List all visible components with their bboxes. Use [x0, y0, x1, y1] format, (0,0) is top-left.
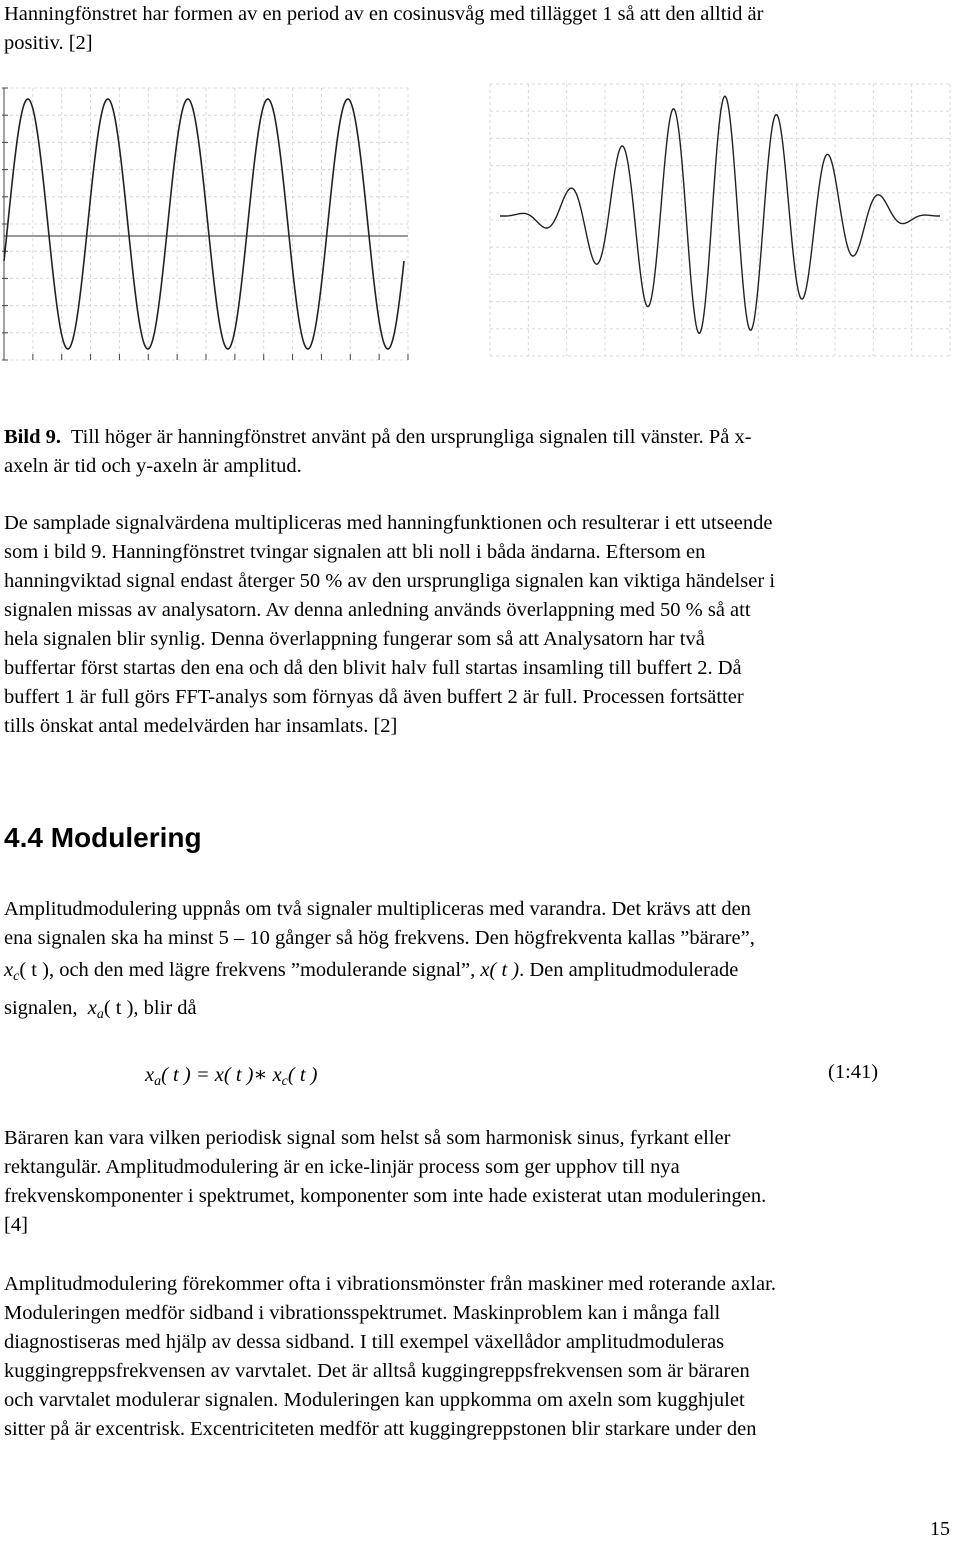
- para1-line: buffertar först startas den ena och då den blivit halv full startas insamling till buffert 2. Då: [4, 657, 742, 679]
- para3-line: rektangulär. Amplitudmodulering är en icke-linjär process som ger upphov till nya: [4, 1156, 680, 1178]
- para4-line: diagnostiseras med hjälp av dessa sidband. I till exempel växellådor amplitudmoduleras: [4, 1331, 725, 1353]
- right-windowed-curve: [500, 96, 940, 333]
- intro-line-1: Hanningfönstret har formen av en period av en cosinusvåg med tillägget 1 så att den alltid är: [4, 3, 764, 25]
- eq-rhs: ( t ): [287, 1064, 318, 1086]
- right-grid: [490, 84, 950, 356]
- para4-line: Moduleringen medför sidband i vibrationsspektrumet. Maskinproblem kan i många fall: [4, 1302, 721, 1324]
- equation-number: (1:41): [828, 1061, 879, 1083]
- eq-xa: x: [145, 1064, 155, 1086]
- para1-line: signalen missas av analysatorn. Av denna anledning används överlappning med 50 % så att: [4, 599, 751, 621]
- para1-line: hanningviktad signal endast återger 50 % av den ursprungliga signalen kan viktiga händelser i: [4, 570, 776, 592]
- para1-line: buffert 1 är full görs FFT-analys som förnyas då även buffert 2 är full. Processen fortsätter: [4, 686, 744, 708]
- math-x-t: x( t ): [480, 959, 520, 981]
- para4-line: sitter på är excentrisk. Excentriciteten medför att kuggingreppstonen blir starkare under den: [4, 1418, 757, 1440]
- math-xc: x: [4, 959, 14, 981]
- modulation-line-3-text-b: . Den amplitudmodulerade: [519, 959, 739, 981]
- signal-plot-left: [0, 80, 420, 370]
- equation: [145, 1061, 318, 1096]
- figure-caption-line-2: axeln är tid och y-axeln är amplitud.: [4, 455, 302, 477]
- math-xc-arg: ( t ): [19, 959, 49, 981]
- section-heading: 4.4 Modulering: [4, 822, 202, 853]
- figure-caption-label: Bild 9.: [4, 426, 61, 448]
- eq-star: ∗: [253, 1064, 268, 1086]
- eq-sub-a: a: [154, 1074, 162, 1089]
- math-sub-c: c: [13, 969, 20, 984]
- para1-line: som i bild 9. Hanningfönstret tvingar signalen att bli noll i båda ändarna. Eftersom en: [4, 541, 706, 563]
- intro-line-2: positiv. [2]: [4, 32, 93, 54]
- math-sub-a: a: [96, 1007, 104, 1022]
- para3-line: Bäraren kan vara vilken periodisk signal som helst så som harmonisk sinus, fyrkant eller: [4, 1127, 731, 1149]
- math-xa: x: [87, 997, 97, 1019]
- left-grid: [2, 88, 408, 360]
- para1-line: hela signalen blir synlig. Denna överlappning fungerar som så att Analysatorn har två: [4, 628, 705, 650]
- modulation-line-4-text-b: , blir då: [133, 997, 197, 1019]
- modulation-line-3-text-a: , och den med lägre frekvens ”modulerande signal”,: [48, 959, 476, 981]
- math-xa-arg: ( t ): [103, 997, 134, 1019]
- windowed-signal-plot-right: [480, 80, 960, 370]
- para3-line: frekvenskomponenter i spektrumet, komponenter som inte hade existerat utan moduleringen.: [4, 1185, 767, 1207]
- para3-line: [4]: [4, 1214, 28, 1236]
- eq-middle: ( t ) = x( t ): [161, 1064, 254, 1086]
- para1-line: De samplade signalvärdena multipliceras med hanningfunktionen och resulterar i ett utseende: [4, 512, 773, 534]
- modulation-line-4-text-a: signalen,: [4, 997, 78, 1019]
- modulation-line-2: ena signalen ska ha minst 5 – 10 gånger så hög frekvens. Den högfrekventa kallas ”bärare”,: [4, 927, 755, 949]
- eq-xc: x: [272, 1064, 282, 1086]
- para1-line: tills önskat antal medelvärden har insamlats. [2]: [4, 715, 398, 737]
- para4-line: kuggingreppsfrekvensen av varvtalet. Det är alltså kuggingreppsfrekvensen som är bäraren: [4, 1360, 750, 1382]
- modulation-line-4: [4, 994, 197, 1029]
- para4-line: Amplitudmodulering förekommer ofta i vibrationsmönster från maskiner med roterande axlar.: [4, 1273, 776, 1295]
- page-number: 15: [930, 1518, 950, 1540]
- figure-caption-text: Till höger är hanningfönstret använt på den ursprungliga signalen till vänster. På x-: [70, 426, 752, 448]
- modulation-line-1: Amplitudmodulering uppnås om två signaler multipliceras med varandra. Det krävs att den: [4, 898, 751, 920]
- eq-sub-c: c: [281, 1074, 288, 1089]
- figure-caption-line-1: [4, 423, 752, 452]
- modulation-line-3: [4, 956, 738, 991]
- para4-line: och varvtalet modulerar signalen. Moduleringen kan uppkomma om axeln som kugghjulet: [4, 1389, 745, 1411]
